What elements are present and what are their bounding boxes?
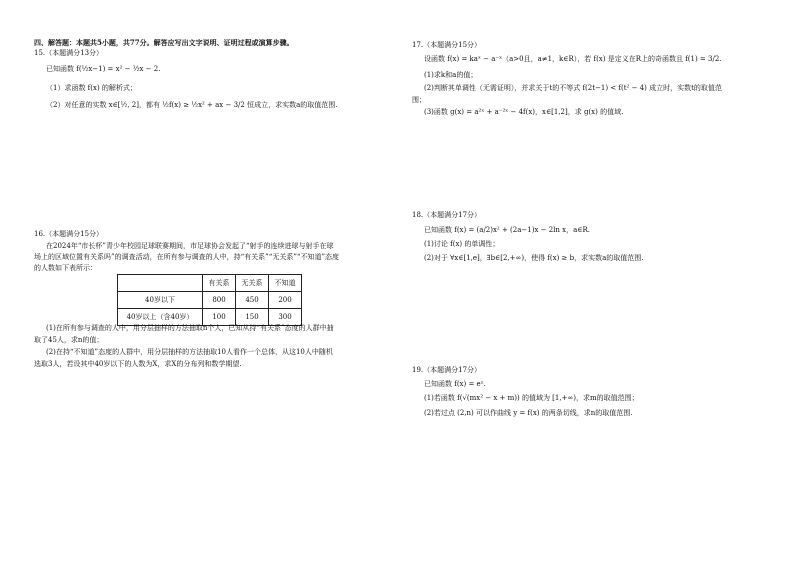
q18-header	[412, 210, 481, 221]
q18-score: （本题满分17分）	[423, 211, 482, 219]
q15-part1: （1）求函数 f(x) 的解析式；	[46, 84, 137, 92]
table-cell: 100	[203, 309, 236, 326]
q15-header	[34, 48, 103, 59]
q16-stem-line1: 在2024年“市长杯”青少年校园足球联赛期间，市足球协会发起了“射手的连续进球与射手在球	[46, 242, 334, 250]
q18-part1: (1)讨论 f(x) 的单调性；	[424, 240, 500, 248]
q16-stem-line2: 场上的区域位置有关系吗”的调查活动，在所有参与调查的人中，持“有关系”“无关系”“不知道”态度	[34, 253, 340, 261]
q19-stem: 已知函数 f(x) = eˣ.	[424, 380, 486, 388]
q15-stem: 已知函数 f(½x−1) = x² − ½x − 2.	[46, 65, 161, 73]
q19-part1: (1)若函数 f(√(mx² − x + m)) 的值域为 [1,+∞)，求m的取值范围；	[424, 394, 639, 402]
q16-score: （本题满分15分）	[45, 230, 104, 238]
table-cell: 450	[236, 292, 269, 309]
q17-stem: 设函数 f(x) = kaˣ − a⁻ˣ（a>0且，a≠1，k∈R），若 f(x) 是定义在R上的奇函数且 f(1) = 3/2.	[424, 55, 722, 63]
q16-part2-line2: 选取3人，若设其中40岁以下的人数为X，求X的分布列和数学期望.	[34, 360, 242, 368]
q16-stem-line3: 的人数如下表所示：	[34, 264, 97, 272]
q16-part1-line1: (1)在所有参与调查的人中，用分层抽样的方法抽取n个人，已知从持“有关系”态度的人群中抽	[46, 324, 334, 332]
q16-header	[34, 229, 103, 240]
table-row-label: 40岁以上（含40岁）	[118, 309, 203, 326]
q17-part2-line2: 围；	[412, 96, 426, 104]
q15-part2: （2）对任意的实数 x∈[½, 2]，都有 ½f(x) ≥ ½x² + ax − 3/2 恒成立，求实数a的取值范围.	[46, 101, 338, 109]
q16-part2-line1: (2)在持“不知道”态度的人群中，用分层抽样的方法抽取10人看作一个总体，从这10人中随机	[46, 348, 333, 356]
q18-stem: 已知函数 f(x) = (a/2)x² + (2a−1)x − 2ln x，a∈R.	[424, 226, 590, 234]
table-cell: 300	[269, 309, 302, 326]
table-cell: 200	[269, 292, 302, 309]
q15-number: 15.	[34, 49, 46, 57]
q19-score: （本题满分17分）	[423, 366, 482, 374]
q19-part2: (2)若过点 (2,n) 可以作曲线 y = f(x) 的两条切线，求n的取值范围.	[424, 409, 633, 417]
q15-score: （本题满分13分）	[45, 49, 104, 57]
table-row	[118, 292, 302, 309]
table-header-cell	[118, 275, 203, 292]
table-cell: 800	[203, 292, 236, 309]
q16-part1-line2: 取了45人，求n的值；	[34, 336, 104, 344]
table-header-cell: 不知道	[269, 275, 302, 292]
q17-score: （本题满分15分）	[423, 41, 482, 49]
q16-number: 16.	[34, 230, 46, 238]
q19-header	[412, 365, 481, 376]
q17-number: 17.	[412, 41, 424, 49]
survey-table	[117, 274, 302, 326]
q19-number: 19.	[412, 366, 424, 374]
q18-number: 18.	[412, 211, 424, 219]
table-header-row	[118, 275, 302, 292]
table-header-cell: 有关系	[203, 275, 236, 292]
q18-part2: (2)对于 ∀x∈[1,e]，∃b∈[2,+∞)，使得 f(x) ≥ b，求实数a的取值范围.	[424, 254, 644, 262]
table-cell: 150	[236, 309, 269, 326]
q17-part2-line1: (2)判断其单调性（无需证明），并求关于t的不等式 f(2t−1) < f(t² − 4) 成立时，实数t的取值范	[424, 84, 722, 92]
table-header-cell: 无关系	[236, 275, 269, 292]
q17-header	[412, 40, 481, 51]
q17-part1: (1)求k和a的值；	[424, 71, 478, 79]
section-header: 四、解答题：本题共5小题，共77分。解答应写出文字说明、证明过程或演算步骤。	[34, 38, 294, 47]
table-row-label: 40岁以下	[118, 292, 203, 309]
q17-part3: (3)函数 g(x) = a²ˣ + a⁻²ˣ − 4f(x)，x∈[1,2]，求 g(x) 的值域.	[424, 108, 624, 116]
